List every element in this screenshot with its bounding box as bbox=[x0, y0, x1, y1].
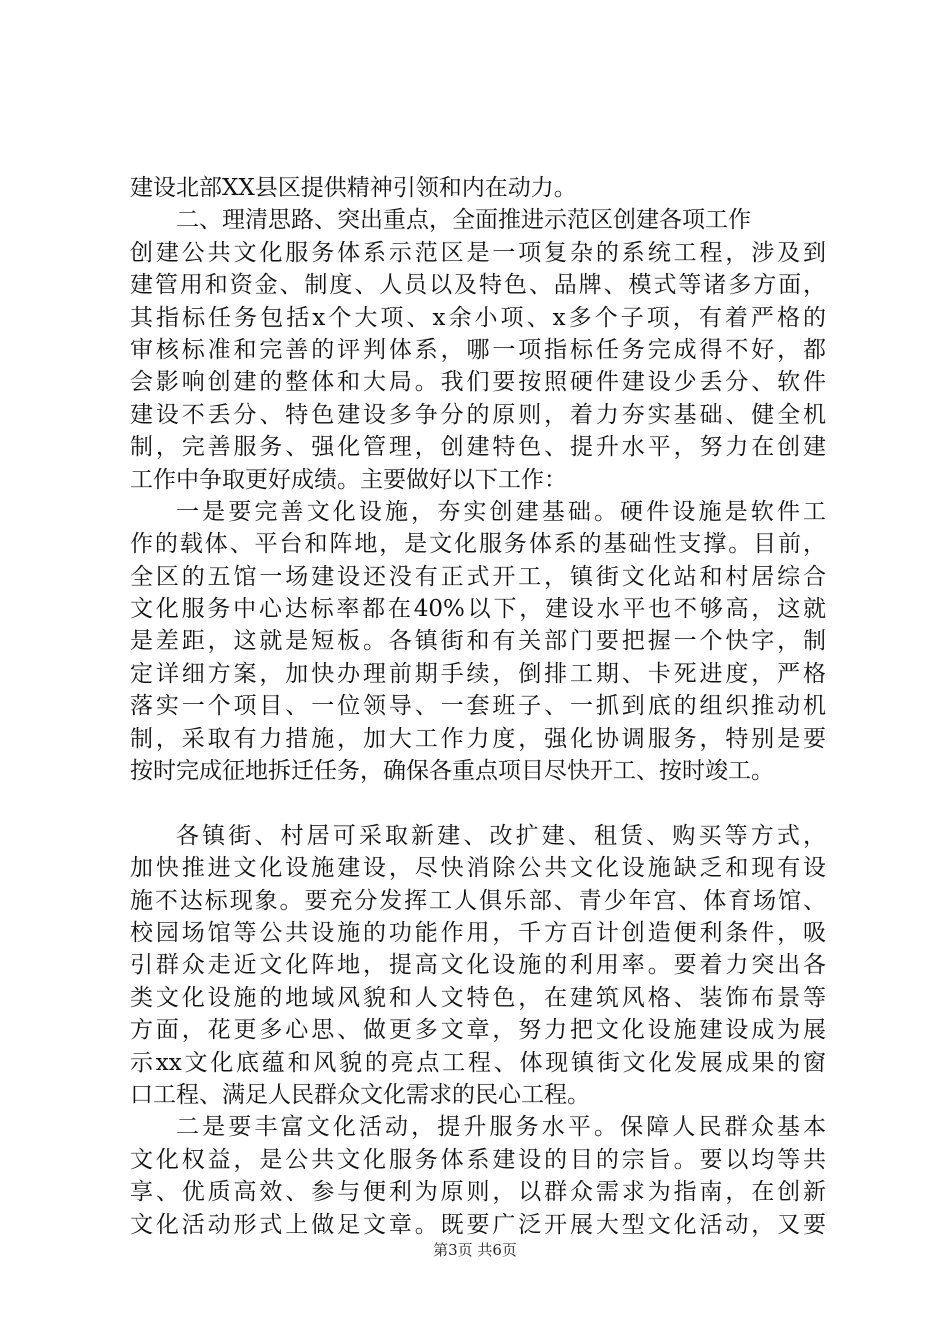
text-line: 工作中争取更好成绩。主要做好以下工作： bbox=[130, 466, 567, 493]
text-line: 加快推进文化设施建设，尽快消除公共文化设施缺乏和现有设 bbox=[130, 855, 826, 882]
document-body bbox=[130, 172, 826, 1241]
text-line: 建设北部XX县区提供精神引领和内在动力。 bbox=[130, 175, 577, 201]
text-line: 享、优质高效、参与便利为原则，以群众需求为指南，在创新 bbox=[130, 1179, 826, 1206]
text-line: 一是要完善文化设施，夯实创建基础。硬件设施是软件工 bbox=[176, 498, 826, 525]
text-line: 类文化设施的地域风貌和人文特色，在建筑风格、装饰布景等 bbox=[130, 984, 826, 1011]
text-line: 制，完善服务、强化管理，创建特色、提升水平，努力在创建 bbox=[130, 434, 826, 461]
text-line: 是差距，这就是短板。各镇街和有关部门要把握一个快字，制 bbox=[130, 628, 826, 655]
page-footer: 第3页 共6页 bbox=[433, 1241, 517, 1259]
text-line: 全区的五馆一场建设还没有正式开工，镇街文化站和村居综合 bbox=[130, 563, 826, 590]
text-line: 引群众走近文化阵地，提高文化设施的利用率。要着力突出各 bbox=[130, 952, 826, 979]
text-line: 各镇街、村居可采取新建、改扩建、租赁、购买等方式， bbox=[176, 822, 826, 849]
text-line: 施不达标现象。要充分发挥工人俱乐部、青少年宫、体育场馆、 bbox=[130, 887, 826, 914]
text-line: 按时完成征地拆迁任务，确保各重点项目尽快开工、按时竣工。 bbox=[130, 758, 774, 785]
text-line: 文化服务中心达标率都在40%以下，建设水平也不够高，这就 bbox=[130, 596, 826, 623]
text-line: 建设不丢分、特色建设多争分的原则，着力夯实基础、健全机 bbox=[130, 401, 826, 428]
text-line: 示xx文化底蕴和风貌的亮点工程、体现镇街文化发展成果的窗 bbox=[130, 1049, 826, 1076]
text-line: 文化活动形式上做足文章。既要广泛开展大型文化活动，又要 bbox=[130, 1211, 826, 1238]
text-line: 会影响创建的整体和大局。我们要按照硬件建设少丢分、软件 bbox=[130, 369, 826, 396]
text-line: 落实一个项目、一位领导、一套班子、一抓到底的组织推动机 bbox=[130, 693, 826, 720]
text-line: 方面，花更多心思、做更多文章，努力把文化设施建设成为展 bbox=[130, 1017, 826, 1044]
text-line: 二、理清思路、突出重点，全面推进示范区创建各项工作 bbox=[176, 207, 751, 234]
text-line: 口工程、满足人民群众文化需求的民心工程。 bbox=[130, 1081, 590, 1108]
text-line: 文化权益，是公共文化服务体系建设的目的宗旨。要以均等共 bbox=[130, 1146, 826, 1173]
text-line: 审核标准和完善的评判体系，哪一项指标任务完成得不好，都 bbox=[130, 336, 826, 363]
text-line: 二是要丰富文化活动，提升服务水平。保障人民群众基本 bbox=[176, 1114, 826, 1141]
text-line: 作的载体、平台和阵地，是文化服务体系的基础性支撑。目前， bbox=[130, 531, 826, 558]
text-line: 其指标任务包括x个大项、x余小项、x多个子项，有着严格的 bbox=[130, 304, 826, 331]
text-line: 校园场馆等公共设施的功能作用，千方百计创造便利条件，吸 bbox=[130, 919, 826, 946]
text-line: 制，采取有力措施，加大工作力度，强化协调服务，特别是要 bbox=[130, 725, 826, 752]
text-line: 创建公共文化服务体系示范区是一项复杂的系统工程，涉及到 bbox=[130, 239, 826, 266]
text-line: 建管用和资金、制度、人员以及特色、品牌、模式等诸多方面， bbox=[130, 272, 826, 299]
text-line: 定详细方案，加快办理前期手续，倒排工期、卡死进度，严格 bbox=[130, 660, 826, 687]
paragraph-gap bbox=[130, 787, 826, 819]
